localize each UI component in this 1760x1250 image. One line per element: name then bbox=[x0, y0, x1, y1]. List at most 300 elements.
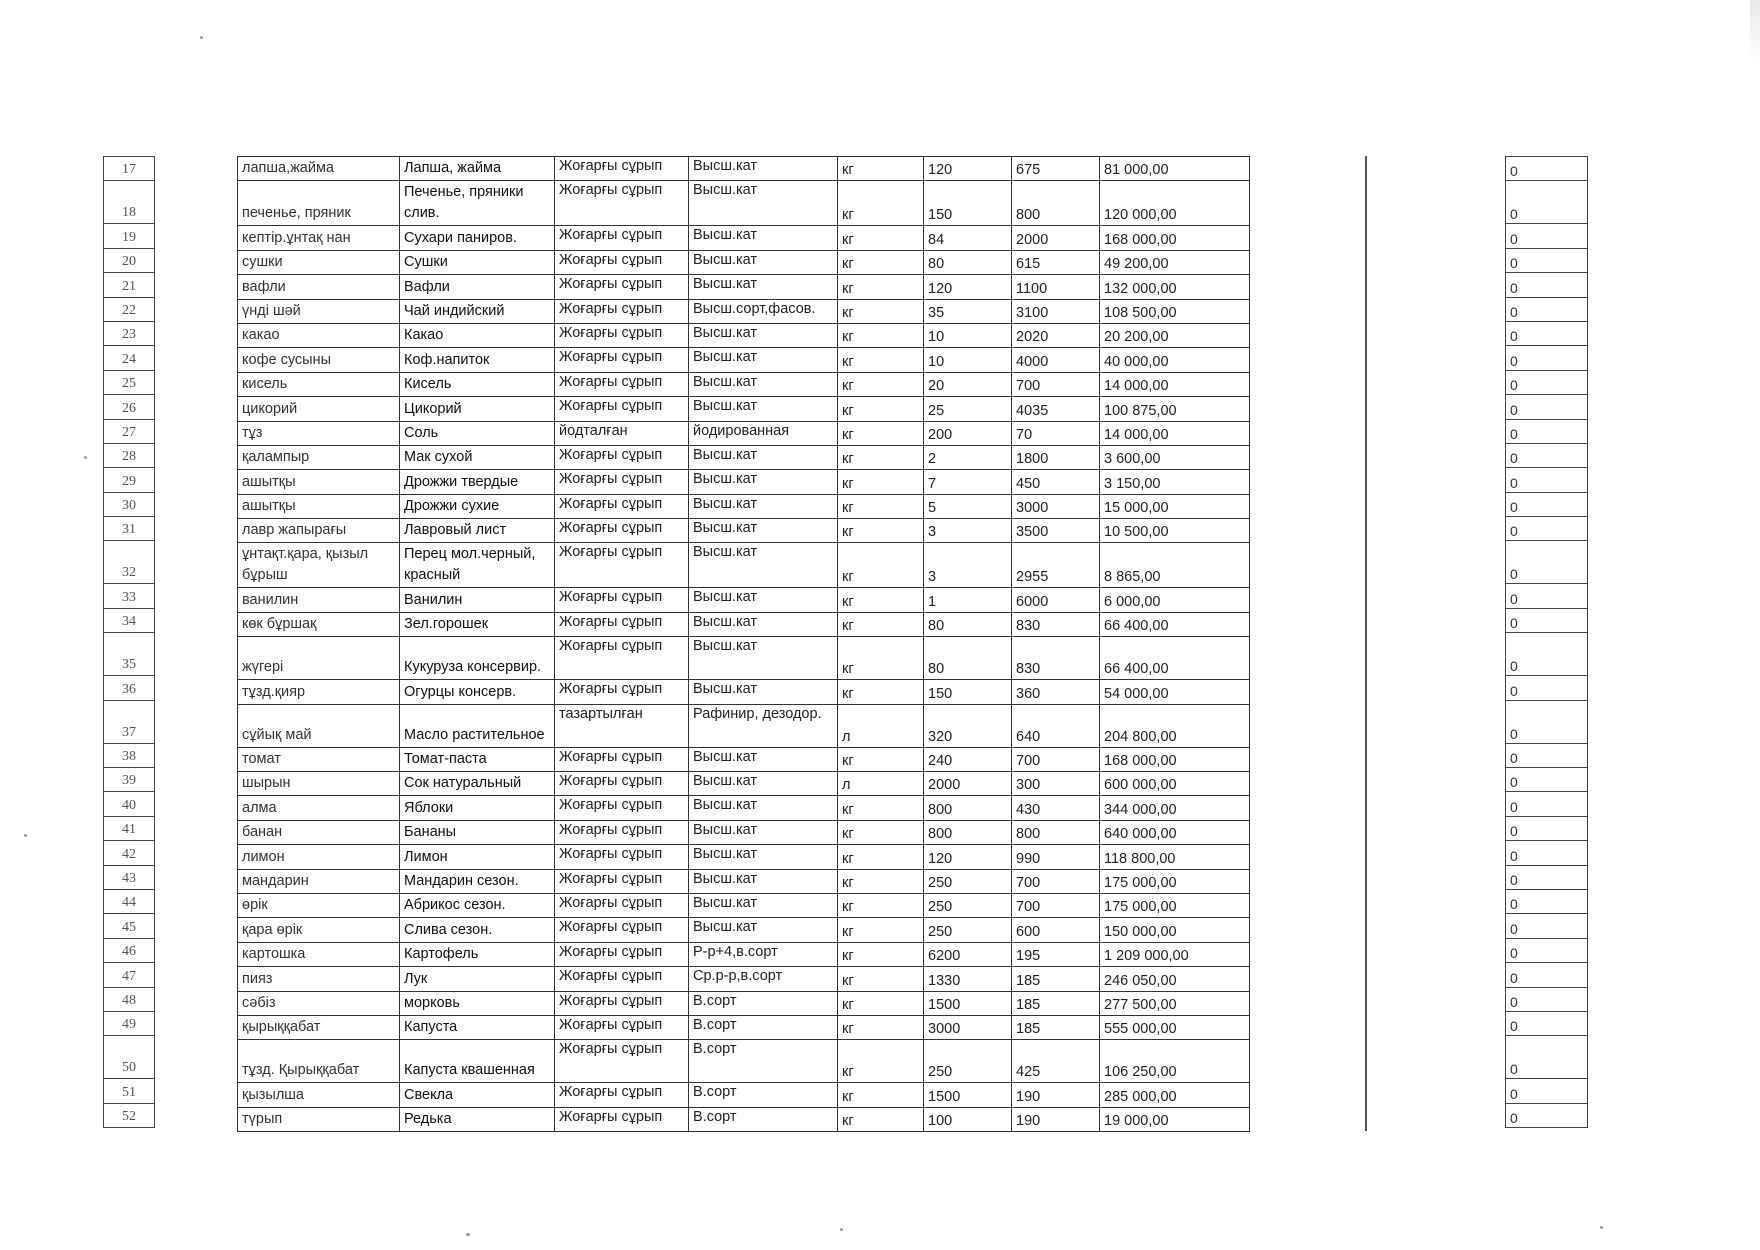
qty-cell: 25 bbox=[924, 397, 1012, 421]
row-number: 32 bbox=[104, 541, 154, 584]
kz-cell: алма bbox=[238, 796, 400, 820]
ru-cell: Лапша, жайма bbox=[400, 157, 555, 181]
scan-speck bbox=[84, 456, 87, 459]
unit-cell: кг bbox=[838, 494, 924, 518]
qty-cell: 800 bbox=[924, 820, 1012, 844]
price-cell: 675 bbox=[1012, 157, 1100, 181]
price-cell: 600 bbox=[1012, 918, 1100, 942]
grade-kz-cell: Жоғарғы сұрып bbox=[555, 1107, 689, 1131]
amount-cell: 150 000,00 bbox=[1100, 918, 1250, 942]
grade-ru-cell: Высш.кат bbox=[689, 519, 838, 543]
kz-cell: банан bbox=[238, 820, 400, 844]
grade-ru-cell: В.сорт bbox=[689, 1083, 838, 1107]
amount-cell: 66 400,00 bbox=[1100, 612, 1250, 636]
grade-ru-cell: В.сорт bbox=[689, 1040, 838, 1083]
qty-cell: 35 bbox=[924, 299, 1012, 323]
unit-cell: кг bbox=[838, 372, 924, 396]
row-number: 46 bbox=[104, 939, 154, 963]
kz-cell: ұнтақт.қара, қызыл бұрыш bbox=[238, 543, 400, 588]
price-cell: 3100 bbox=[1012, 299, 1100, 323]
table-row bbox=[238, 967, 1250, 991]
ru-cell: Томат-паста bbox=[400, 747, 555, 771]
zero-cell: 0 bbox=[1506, 584, 1587, 608]
qty-cell: 20 bbox=[924, 372, 1012, 396]
table-row bbox=[238, 1083, 1250, 1107]
row-number: 43 bbox=[104, 866, 154, 890]
zero-cell: 0 bbox=[1506, 1079, 1587, 1103]
price-cell: 700 bbox=[1012, 747, 1100, 771]
kz-cell: ванилин bbox=[238, 588, 400, 612]
qty-cell: 2 bbox=[924, 445, 1012, 469]
grade-kz-cell: Жоғарғы сұрып bbox=[555, 519, 689, 543]
ru-cell: Сушки bbox=[400, 250, 555, 274]
zero-cell: 0 bbox=[1506, 322, 1587, 346]
price-cell: 300 bbox=[1012, 772, 1100, 796]
zero-cell: 0 bbox=[1506, 493, 1587, 517]
ru-cell: Свекла bbox=[400, 1083, 555, 1107]
amount-cell: 14 000,00 bbox=[1100, 421, 1250, 445]
unit-cell: кг bbox=[838, 637, 924, 680]
grade-kz-cell: Жоғарғы сұрып bbox=[555, 845, 689, 869]
unit-cell: кг bbox=[838, 1083, 924, 1107]
ru-cell: Яблоки bbox=[400, 796, 555, 820]
zero-value-column bbox=[1505, 156, 1588, 1128]
amount-cell: 3 600,00 bbox=[1100, 445, 1250, 469]
row-number: 39 bbox=[104, 768, 154, 792]
unit-cell: кг bbox=[838, 869, 924, 893]
zero-cell: 0 bbox=[1506, 963, 1587, 987]
ru-cell: Огурцы консерв. bbox=[400, 680, 555, 704]
grade-kz-cell: Жоғарғы сұрып bbox=[555, 543, 689, 588]
grade-kz-cell: Жоғарғы сұрып bbox=[555, 918, 689, 942]
amount-cell: 20 200,00 bbox=[1100, 323, 1250, 347]
amount-cell: 175 000,00 bbox=[1100, 869, 1250, 893]
zero-cell: 0 bbox=[1506, 1012, 1587, 1036]
kz-cell: тұзд.қияр bbox=[238, 680, 400, 704]
table-row bbox=[238, 680, 1250, 704]
ru-cell: Лук bbox=[400, 967, 555, 991]
row-number: 24 bbox=[104, 346, 154, 370]
row-number: 29 bbox=[104, 468, 154, 492]
unit-cell: кг bbox=[838, 820, 924, 844]
table-row bbox=[238, 772, 1250, 796]
scan-speck bbox=[24, 834, 27, 837]
table-row bbox=[238, 1015, 1250, 1039]
kz-cell: вафли bbox=[238, 275, 400, 299]
unit-cell: кг bbox=[838, 445, 924, 469]
ru-cell: Вафли bbox=[400, 275, 555, 299]
unit-cell: кг bbox=[838, 918, 924, 942]
amount-cell: 120 000,00 bbox=[1100, 181, 1250, 226]
table-row bbox=[238, 372, 1250, 396]
row-number: 17 bbox=[104, 157, 154, 181]
qty-cell: 150 bbox=[924, 680, 1012, 704]
ru-cell: Капуста bbox=[400, 1015, 555, 1039]
grade-kz-cell: Жоғарғы сұрып bbox=[555, 299, 689, 323]
qty-cell: 1500 bbox=[924, 1083, 1012, 1107]
grade-kz-cell: Жоғарғы сұрып bbox=[555, 796, 689, 820]
kz-cell: жүгері bbox=[238, 637, 400, 680]
qty-cell: 100 bbox=[924, 1107, 1012, 1131]
ru-cell: Какао bbox=[400, 323, 555, 347]
kz-cell: лимон bbox=[238, 845, 400, 869]
kz-cell: томат bbox=[238, 747, 400, 771]
table-row bbox=[238, 588, 1250, 612]
amount-cell: 118 800,00 bbox=[1100, 845, 1250, 869]
row-number: 28 bbox=[104, 444, 154, 468]
kz-cell: ашытқы bbox=[238, 470, 400, 494]
table-row bbox=[238, 991, 1250, 1015]
table-row bbox=[238, 869, 1250, 893]
grade-kz-cell: Жоғарғы сұрып bbox=[555, 494, 689, 518]
amount-cell: 15 000,00 bbox=[1100, 494, 1250, 518]
table-row bbox=[238, 820, 1250, 844]
qty-cell: 2000 bbox=[924, 772, 1012, 796]
amount-cell: 277 500,00 bbox=[1100, 991, 1250, 1015]
ru-cell: Перец мол.черный, красный bbox=[400, 543, 555, 588]
grade-kz-cell: Жоғарғы сұрып bbox=[555, 1015, 689, 1039]
grade-kz-cell: Жоғарғы сұрып bbox=[555, 181, 689, 226]
price-cell: 800 bbox=[1012, 181, 1100, 226]
grade-kz-cell: Жоғарғы сұрып bbox=[555, 869, 689, 893]
ru-cell: Мак сухой bbox=[400, 445, 555, 469]
grade-kz-cell: йодталған bbox=[555, 421, 689, 445]
grade-ru-cell: Высш.кат bbox=[689, 918, 838, 942]
grade-kz-cell: Жоғарғы сұрып bbox=[555, 772, 689, 796]
grade-ru-cell: Высш.кат bbox=[689, 820, 838, 844]
price-cell: 2020 bbox=[1012, 323, 1100, 347]
grade-kz-cell: Жоғарғы сұрып bbox=[555, 893, 689, 917]
row-number: 50 bbox=[104, 1036, 154, 1079]
table-row bbox=[238, 299, 1250, 323]
price-cell: 830 bbox=[1012, 612, 1100, 636]
kz-cell: өрік bbox=[238, 893, 400, 917]
table-row bbox=[238, 704, 1250, 747]
table-row bbox=[238, 796, 1250, 820]
unit-cell: кг bbox=[838, 323, 924, 347]
price-cell: 190 bbox=[1012, 1107, 1100, 1131]
amount-cell: 168 000,00 bbox=[1100, 226, 1250, 250]
table-row bbox=[238, 1040, 1250, 1083]
table-row bbox=[238, 421, 1250, 445]
grade-ru-cell: Высш.кат bbox=[689, 543, 838, 588]
ru-cell: Дрожжи сухие bbox=[400, 494, 555, 518]
unit-cell: кг bbox=[838, 519, 924, 543]
unit-cell: кг bbox=[838, 588, 924, 612]
scan-edge-shadow bbox=[1750, 0, 1760, 60]
kz-cell: қырыққабат bbox=[238, 1015, 400, 1039]
grade-ru-cell: Высш.сорт,фасов. bbox=[689, 299, 838, 323]
qty-cell: 250 bbox=[924, 918, 1012, 942]
amount-cell: 81 000,00 bbox=[1100, 157, 1250, 181]
zero-cell: 0 bbox=[1506, 181, 1587, 224]
grade-kz-cell: Жоғарғы сұрып bbox=[555, 348, 689, 372]
grade-ru-cell: В.сорт bbox=[689, 991, 838, 1015]
qty-cell: 120 bbox=[924, 845, 1012, 869]
table-row bbox=[238, 1107, 1250, 1131]
kz-cell: қара өрік bbox=[238, 918, 400, 942]
grade-ru-cell: Высш.кат bbox=[689, 397, 838, 421]
qty-cell: 7 bbox=[924, 470, 1012, 494]
price-cell: 2000 bbox=[1012, 226, 1100, 250]
price-cell: 360 bbox=[1012, 680, 1100, 704]
grade-kz-cell: Жоғарғы сұрып bbox=[555, 820, 689, 844]
qty-cell: 1 bbox=[924, 588, 1012, 612]
grade-kz-cell: Жоғарғы сұрып bbox=[555, 588, 689, 612]
unit-cell: кг bbox=[838, 967, 924, 991]
kz-cell: мандарин bbox=[238, 869, 400, 893]
row-number: 23 bbox=[104, 322, 154, 346]
unit-cell: кг bbox=[838, 991, 924, 1015]
amount-cell: 168 000,00 bbox=[1100, 747, 1250, 771]
amount-cell: 640 000,00 bbox=[1100, 820, 1250, 844]
price-cell: 185 bbox=[1012, 991, 1100, 1015]
kz-cell: пияз bbox=[238, 967, 400, 991]
kz-cell: печенье, пряник bbox=[238, 181, 400, 226]
row-number: 48 bbox=[104, 988, 154, 1012]
grade-kz-cell: Жоғарғы сұрып bbox=[555, 612, 689, 636]
ru-cell: Бананы bbox=[400, 820, 555, 844]
price-cell: 190 bbox=[1012, 1083, 1100, 1107]
grade-kz-cell: Жоғарғы сұрып bbox=[555, 323, 689, 347]
grade-ru-cell: Рафинир, дезодор. bbox=[689, 704, 838, 747]
unit-cell: кг bbox=[838, 680, 924, 704]
kz-cell: картошка bbox=[238, 942, 400, 966]
grade-ru-cell: Высш.кат bbox=[689, 869, 838, 893]
qty-cell: 1500 bbox=[924, 991, 1012, 1015]
amount-cell: 66 400,00 bbox=[1100, 637, 1250, 680]
qty-cell: 3000 bbox=[924, 1015, 1012, 1039]
row-number: 19 bbox=[104, 224, 154, 248]
ru-cell: Цикорий bbox=[400, 397, 555, 421]
table-row bbox=[238, 275, 1250, 299]
price-cell: 990 bbox=[1012, 845, 1100, 869]
qty-cell: 10 bbox=[924, 348, 1012, 372]
zero-cell: 0 bbox=[1506, 744, 1587, 768]
grade-ru-cell: Высш.кат bbox=[689, 845, 838, 869]
grade-ru-cell: Высш.кат bbox=[689, 445, 838, 469]
table-row bbox=[238, 157, 1250, 181]
grade-ru-cell: Высш.кат bbox=[689, 893, 838, 917]
grade-ru-cell: В.сорт bbox=[689, 1015, 838, 1039]
table-row bbox=[238, 323, 1250, 347]
price-cell: 800 bbox=[1012, 820, 1100, 844]
amount-cell: 1 209 000,00 bbox=[1100, 942, 1250, 966]
table-row bbox=[238, 494, 1250, 518]
price-cell: 1100 bbox=[1012, 275, 1100, 299]
amount-cell: 49 200,00 bbox=[1100, 250, 1250, 274]
kz-cell: ашытқы bbox=[238, 494, 400, 518]
kz-cell: түрып bbox=[238, 1107, 400, 1131]
zero-cell: 0 bbox=[1506, 768, 1587, 792]
amount-cell: 3 150,00 bbox=[1100, 470, 1250, 494]
grade-ru-cell: Высш.кат bbox=[689, 372, 838, 396]
price-cell: 3500 bbox=[1012, 519, 1100, 543]
table-row bbox=[238, 612, 1250, 636]
kz-cell: сұйық май bbox=[238, 704, 400, 747]
ru-cell: Редька bbox=[400, 1107, 555, 1131]
kz-cell: шырын bbox=[238, 772, 400, 796]
amount-cell: 8 865,00 bbox=[1100, 543, 1250, 588]
unit-cell: кг bbox=[838, 299, 924, 323]
unit-cell: кг bbox=[838, 893, 924, 917]
qty-cell: 80 bbox=[924, 250, 1012, 274]
grade-kz-cell: Жоғарғы сұрып bbox=[555, 680, 689, 704]
price-cell: 700 bbox=[1012, 869, 1100, 893]
scan-speck bbox=[200, 36, 203, 39]
price-cell: 195 bbox=[1012, 942, 1100, 966]
row-number: 21 bbox=[104, 273, 154, 297]
qty-cell: 84 bbox=[924, 226, 1012, 250]
grade-ru-cell: Высш.кат bbox=[689, 348, 838, 372]
qty-cell: 800 bbox=[924, 796, 1012, 820]
table-row bbox=[238, 470, 1250, 494]
grade-kz-cell: Жоғарғы сұрып bbox=[555, 445, 689, 469]
ru-cell: Печенье, пряники слив. bbox=[400, 181, 555, 226]
qty-cell: 80 bbox=[924, 637, 1012, 680]
unit-cell: кг bbox=[838, 157, 924, 181]
row-number: 52 bbox=[104, 1104, 154, 1128]
table-row bbox=[238, 397, 1250, 421]
price-cell: 425 bbox=[1012, 1040, 1100, 1083]
unit-cell: кг bbox=[838, 612, 924, 636]
unit-cell: кг bbox=[838, 543, 924, 588]
zero-cell: 0 bbox=[1506, 468, 1587, 492]
qty-cell: 250 bbox=[924, 893, 1012, 917]
grade-ru-cell: Высш.кат bbox=[689, 470, 838, 494]
amount-cell: 100 875,00 bbox=[1100, 397, 1250, 421]
zero-cell: 0 bbox=[1506, 444, 1587, 468]
price-cell: 4000 bbox=[1012, 348, 1100, 372]
zero-cell: 0 bbox=[1506, 541, 1587, 584]
zero-cell: 0 bbox=[1506, 517, 1587, 541]
unit-cell: кг bbox=[838, 181, 924, 226]
row-number: 30 bbox=[104, 493, 154, 517]
unit-cell: кг bbox=[838, 845, 924, 869]
qty-cell: 80 bbox=[924, 612, 1012, 636]
unit-cell: кг bbox=[838, 226, 924, 250]
qty-cell: 250 bbox=[924, 869, 1012, 893]
unit-cell: кг bbox=[838, 942, 924, 966]
zero-cell: 0 bbox=[1506, 890, 1587, 914]
unit-cell: кг bbox=[838, 397, 924, 421]
price-cell: 70 bbox=[1012, 421, 1100, 445]
grade-ru-cell: Ср.р-р,в.сорт bbox=[689, 967, 838, 991]
row-number: 22 bbox=[104, 298, 154, 322]
table-row bbox=[238, 543, 1250, 588]
zero-cell: 0 bbox=[1506, 633, 1587, 676]
table-row bbox=[238, 445, 1250, 469]
zero-cell: 0 bbox=[1506, 866, 1587, 890]
ru-cell: Дрожжи твердые bbox=[400, 470, 555, 494]
kz-cell: цикорий bbox=[238, 397, 400, 421]
ru-cell: Сухари паниров. bbox=[400, 226, 555, 250]
table-row bbox=[238, 918, 1250, 942]
grade-kz-cell: Жоғарғы сұрып bbox=[555, 275, 689, 299]
ru-cell: Абрикос сезон. bbox=[400, 893, 555, 917]
unit-cell: кг bbox=[838, 470, 924, 494]
grade-kz-cell: тазартылған bbox=[555, 704, 689, 747]
zero-cell: 0 bbox=[1506, 1036, 1587, 1079]
ru-cell: Капуста квашенная bbox=[400, 1040, 555, 1083]
amount-cell: 40 000,00 bbox=[1100, 348, 1250, 372]
ru-cell: Масло растительное bbox=[400, 704, 555, 747]
table-row bbox=[238, 893, 1250, 917]
price-cell: 640 bbox=[1012, 704, 1100, 747]
column-separator-line bbox=[1365, 156, 1367, 1131]
unit-cell: кг bbox=[838, 747, 924, 771]
kz-cell: көк бұршақ bbox=[238, 612, 400, 636]
row-number: 44 bbox=[104, 890, 154, 914]
row-number: 33 bbox=[104, 584, 154, 608]
qty-cell: 1330 bbox=[924, 967, 1012, 991]
zero-cell: 0 bbox=[1506, 939, 1587, 963]
amount-cell: 175 000,00 bbox=[1100, 893, 1250, 917]
grade-kz-cell: Жоғарғы сұрып bbox=[555, 250, 689, 274]
qty-cell: 3 bbox=[924, 519, 1012, 543]
amount-cell: 54 000,00 bbox=[1100, 680, 1250, 704]
qty-cell: 120 bbox=[924, 275, 1012, 299]
grade-kz-cell: Жоғарғы сұрып bbox=[555, 226, 689, 250]
grade-ru-cell: Высш.кат bbox=[689, 250, 838, 274]
scan-speck bbox=[466, 1233, 470, 1236]
ru-cell: Картофель bbox=[400, 942, 555, 966]
zero-cell: 0 bbox=[1506, 371, 1587, 395]
zero-cell: 0 bbox=[1506, 817, 1587, 841]
table-row bbox=[238, 226, 1250, 250]
row-number: 49 bbox=[104, 1012, 154, 1036]
amount-cell: 108 500,00 bbox=[1100, 299, 1250, 323]
ru-cell: Ванилин bbox=[400, 588, 555, 612]
grade-ru-cell: Высш.кат bbox=[689, 637, 838, 680]
grade-ru-cell: Высш.кат bbox=[689, 157, 838, 181]
table-row bbox=[238, 519, 1250, 543]
kz-cell: сушки bbox=[238, 250, 400, 274]
row-number: 27 bbox=[104, 420, 154, 444]
price-cell: 185 bbox=[1012, 967, 1100, 991]
amount-cell: 555 000,00 bbox=[1100, 1015, 1250, 1039]
amount-cell: 132 000,00 bbox=[1100, 275, 1250, 299]
kz-cell: қызылша bbox=[238, 1083, 400, 1107]
grade-ru-cell: Высш.кат bbox=[689, 747, 838, 771]
ru-cell: Соль bbox=[400, 421, 555, 445]
kz-cell: какао bbox=[238, 323, 400, 347]
row-number: 34 bbox=[104, 609, 154, 633]
ru-cell: Лимон bbox=[400, 845, 555, 869]
price-cell: 4035 bbox=[1012, 397, 1100, 421]
grade-kz-cell: Жоғарғы сұрып bbox=[555, 157, 689, 181]
qty-cell: 5 bbox=[924, 494, 1012, 518]
price-cell: 700 bbox=[1012, 372, 1100, 396]
zero-cell: 0 bbox=[1506, 792, 1587, 816]
grade-kz-cell: Жоғарғы сұрып bbox=[555, 1040, 689, 1083]
kz-cell: кисель bbox=[238, 372, 400, 396]
zero-cell: 0 bbox=[1506, 298, 1587, 322]
qty-cell: 3 bbox=[924, 543, 1012, 588]
row-number: 31 bbox=[104, 517, 154, 541]
price-cell: 1800 bbox=[1012, 445, 1100, 469]
qty-cell: 250 bbox=[924, 1040, 1012, 1083]
grade-kz-cell: Жоғарғы сұрып bbox=[555, 967, 689, 991]
grade-ru-cell: Высш.кат bbox=[689, 323, 838, 347]
unit-cell: л bbox=[838, 772, 924, 796]
kz-cell: лавр жапырағы bbox=[238, 519, 400, 543]
grade-ru-cell: Высш.кат bbox=[689, 612, 838, 636]
zero-cell: 0 bbox=[1506, 346, 1587, 370]
row-number: 26 bbox=[104, 395, 154, 419]
zero-cell: 0 bbox=[1506, 249, 1587, 273]
table-row bbox=[238, 181, 1250, 226]
